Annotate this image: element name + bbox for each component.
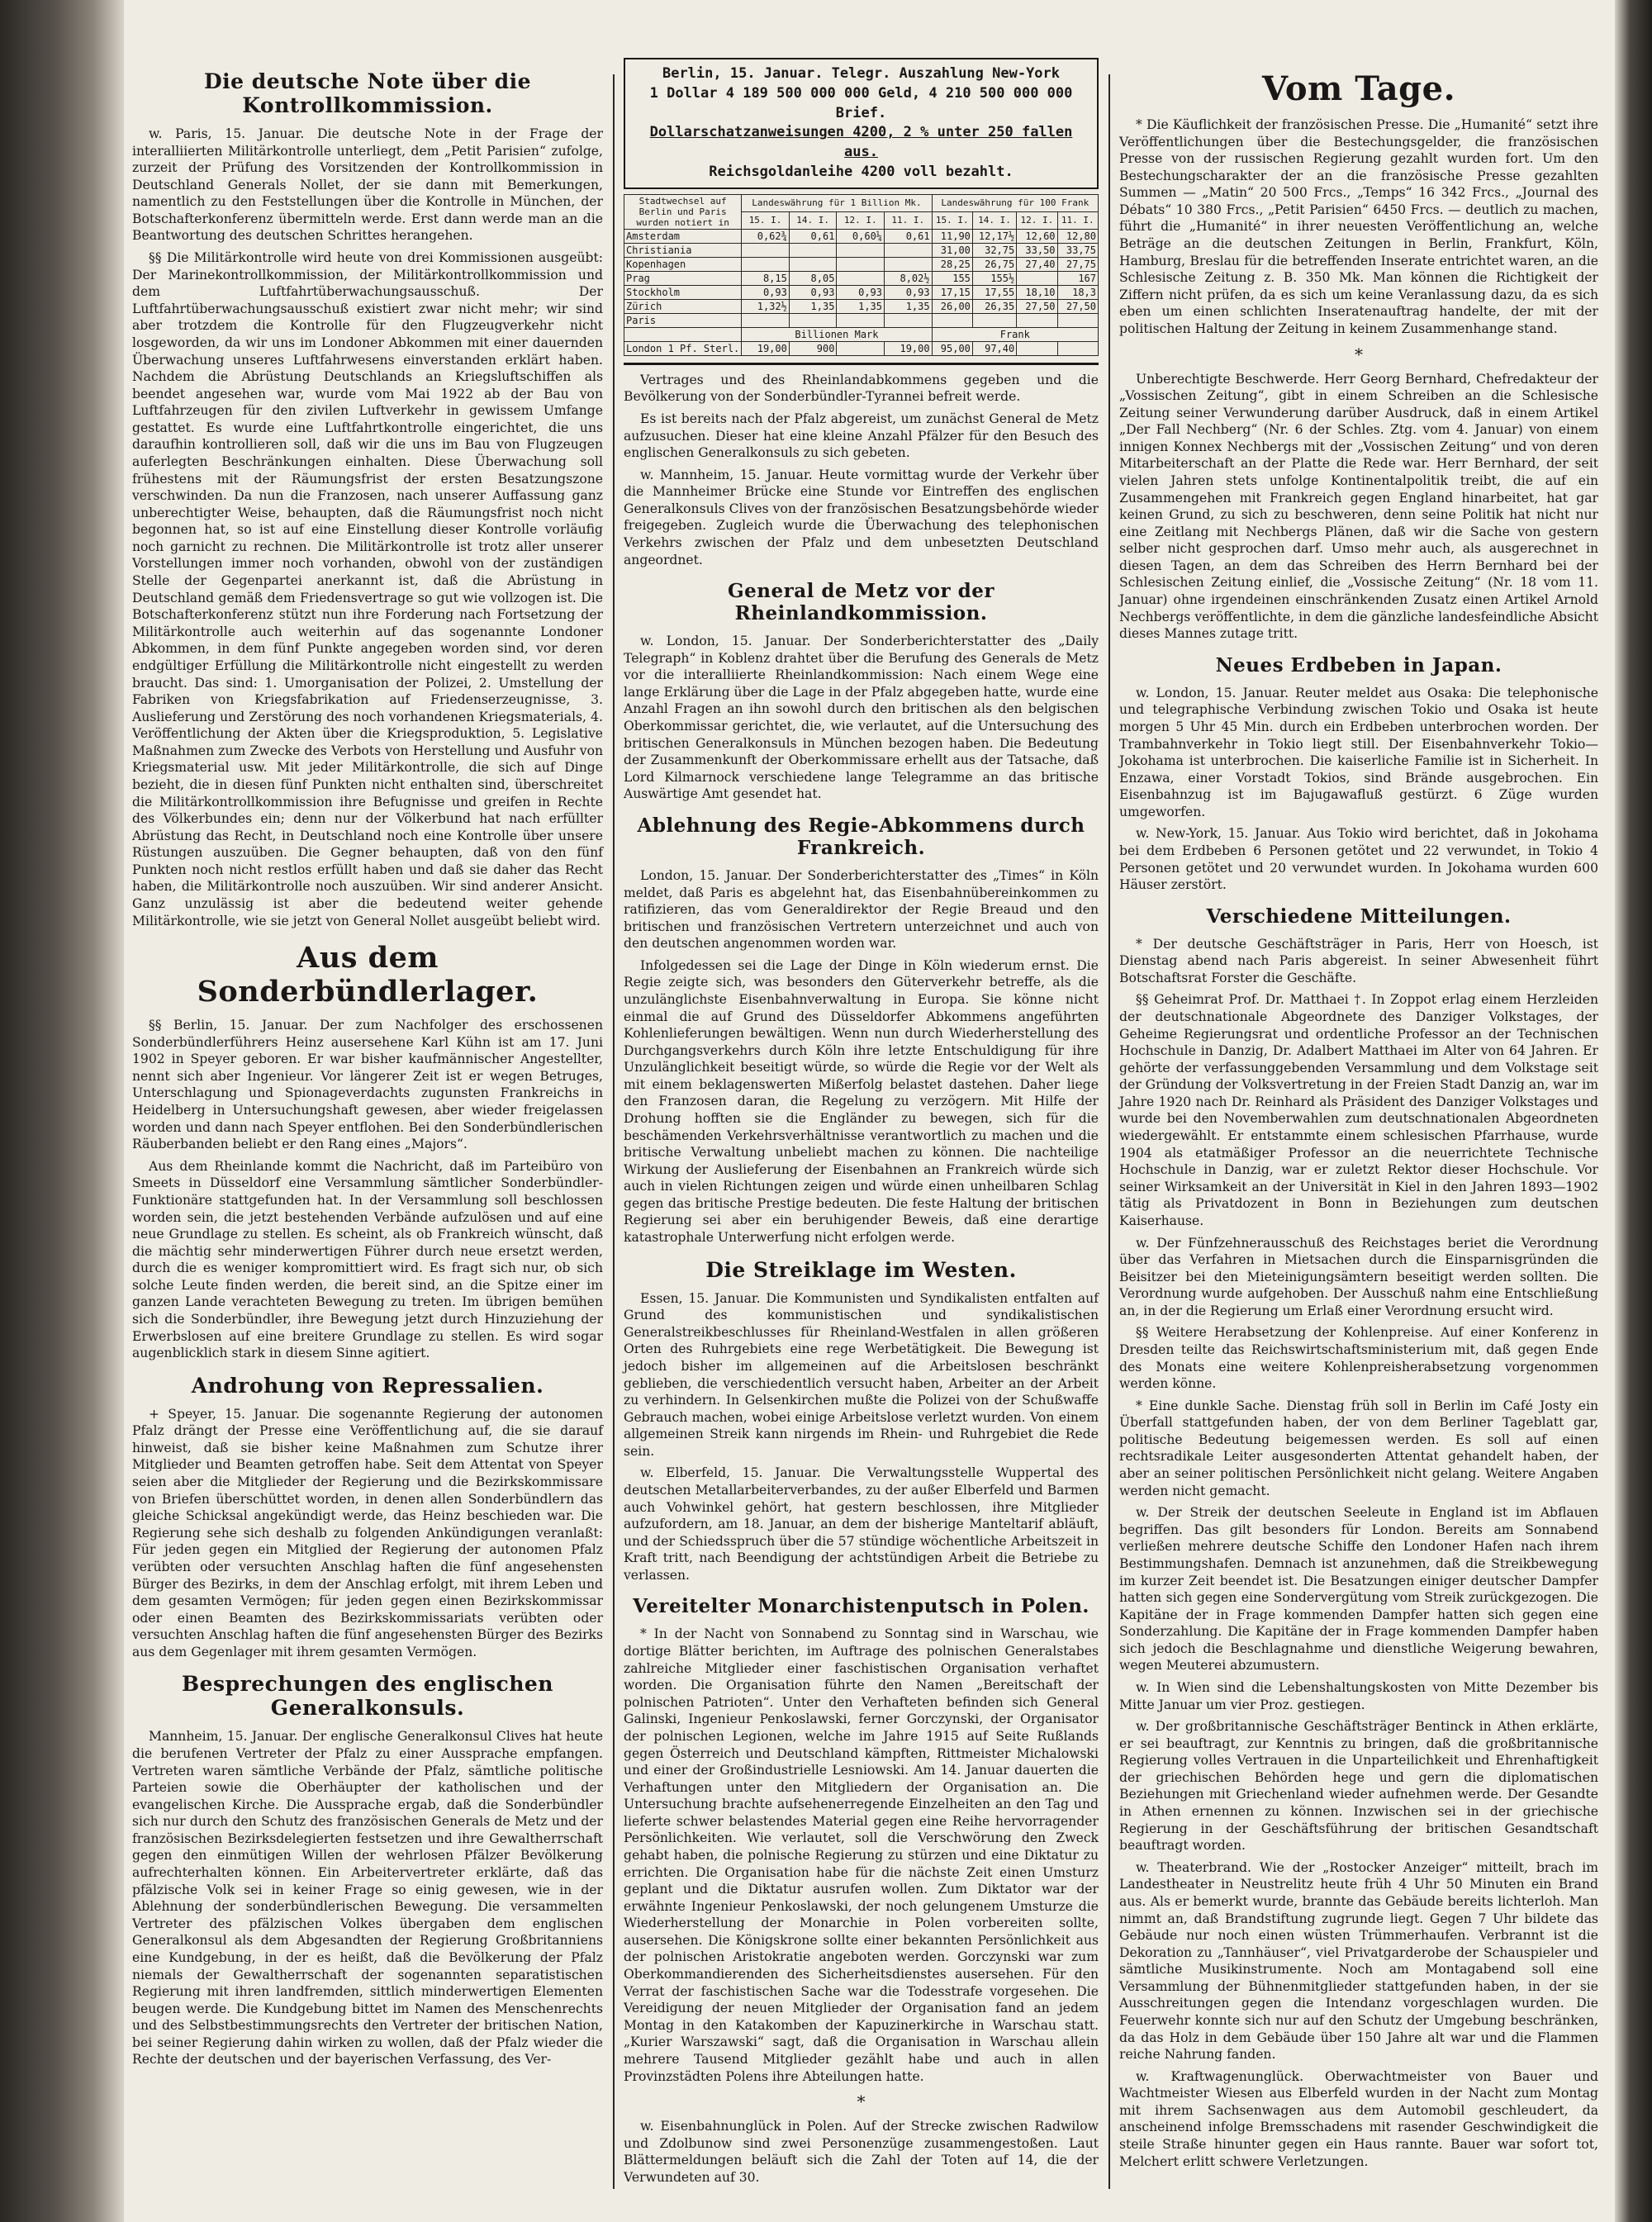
table-row-london	[624, 341, 1099, 355]
paragraph: * Eine dunkle Sache. Dienstag früh soll in Berlin im Café Josty ein Überfall stattgefunden haben, der von dem Berliner Tageblatt gar, politische Bedeutung beigemessen werden. Es soll auf einen rechtsradikale Leiter ausgesonderten Attentat gehandelt haben, der aber an seiner politischen Persönlichkeit nicht gelang. Weitere Angaben werden nicht gemacht.	[1119, 1398, 1598, 1498]
column-1	[132, 58, 603, 2073]
headline-mitteilungen: Verschiedene Mitteilungen.	[1206, 904, 1512, 928]
table-value-cell: 0,93	[837, 285, 885, 299]
ticker-line: Berlin, 15. Januar. Telegr. Auszahlung New-York	[662, 65, 1061, 82]
exchange-rate-table	[624, 194, 1099, 356]
table-value-cell: 27,50	[1057, 299, 1098, 313]
table-value-cell: 0,62¾	[742, 229, 790, 243]
article-presse	[1119, 116, 1598, 338]
table-row	[624, 271, 1099, 285]
table-value-cell: 28,25	[932, 257, 972, 271]
table-value-cell	[837, 313, 885, 327]
paragraph: Mannheim, 15. Januar. Der englische Generalkonsul Clives hat heute die berufenen Vertreter der Pfalz zu einer Aussprache empfangen. Vertreten waren sämtliche Verbände der Pfalz, sämtliche politische Parteien sowie die Oberhäupter der katholischen und der evangelischen Kirche. Die Aussprache ergab, daß die Sonderbündler sich nur durch den Schutz des französischen Generals de Metz und der französischen Bezirksdelegierten festsetzen und ihre Gewaltherrschaft gegen den einmütigen Willen der wehrlosen Pfälzer Bevölkerung aufrechterhalten können. Ein Arbeitervertreter erklärte, daß das pfälzische Volk sei in keiner Frage so einig gewesen, wie in der Ablehnung der sonderbündlerischen Bewegung. Die versammelten Vertreter des pfälzischen Volkes übergaben dem englischen Generalkonsul als dem Abgesandten der Regierung Großbritanniens eine Kundgebung, in der es heißt, daß die Bevölkerung der Pfalz niemals der Gewaltherrschaft der sogenannten separatistischen Regierung mit ihren landfremden, sittlich minderwertigen Elementen beugen werde. Die Kundgebung bittet im Namen des Menschenrechts und des Selbstbestimmungsrechts den Vertreter der britischen Nation, bei seiner Regierung dahin wirken zu wollen, daß der Pfalz wieder die Rechte der deutschen und der bayerischen Verfassung, des Ver-	[132, 1729, 603, 2068]
separator-bar	[624, 363, 1099, 365]
table-row	[624, 285, 1099, 299]
table-value-cell	[837, 271, 885, 285]
table-value-cell: 12,80	[1057, 229, 1098, 243]
table-value-cell	[789, 313, 837, 327]
paragraph: + Speyer, 15. Januar. Die sogenannte Regierung der autonomen Pfalz drängt der Presse eine Veröffentlichung auf, die sie darauf hinweist, daß sie bisher keine Maßnahmen zum Schutze ihrer Mitglieder und Beamten getroffen habe. Seit dem Attentat von Speyer seien aber die Mitglieder der Regierung und die Bezirkskommissare von Briefen überschüttet worden, in denen allen Sonderbündlern das gleiche Schicksal angekündigt werde, das Heinz beschieden war. Die Regierung sehe sich deshalb zu folgenden Ankündigungen veranlaßt: Für jeden gegen ein Mitglied der Regierung der autonomen Pfalz verübten oder versuchten Anschlag haften die fünf angesehensten Bürger des Bezirks, in dem der Anschlag erfolgt, mit ihrem Leben und dem gesamten Vermögen; für jeden gegen einen Bezirkskommissar oder einen Beamten des Bezirkskommissariats verübten oder versuchten Anschlag haften die fünf angesehensten Bürger des Bezirks aus dem Gegenlager mit ihrem gesamten Vermögen.	[132, 1406, 603, 1659]
table-value-cell: 27,50	[1017, 299, 1057, 313]
table-header-franc: Landeswährung für 100 Frank	[932, 194, 1098, 211]
table-value-cell: 12,17½	[972, 229, 1016, 243]
table-value-cell: 11,90	[932, 229, 972, 243]
article-erdbeben	[1119, 685, 1598, 894]
paragraph: §§ Weitere Herabsetzung der Kohlenpreise. Auf einer Konferenz in Dresden teilte das Reichswirtschaftsministerium mit, daß gegen Ende des Monats eine weitere Kohlenpreisherabsetzung vorgenommen werden könne.	[1119, 1325, 1598, 1392]
table-value-cell: 12,60	[1017, 229, 1057, 243]
table-value-cell: 900	[789, 341, 837, 355]
table-value-cell: 17,55	[972, 285, 1016, 299]
paragraph: w. In Wien sind die Lebenshaltungskosten von Mitte Dezember bis Mitte Januar um vier Proz. gestiegen.	[1119, 1679, 1598, 1712]
column-rule-1	[613, 74, 615, 2189]
table-date-header: 12. I.	[1017, 211, 1057, 229]
column-3	[1119, 58, 1598, 2175]
paragraph: w. Theaterbrand. Wie der „Rostocker Anzeiger“ mitteilt, brach im Landestheater in Neustrelitz heute früh 4 Uhr 50 Minuten ein Brand aus. Als er bemerkt wurde, brannte das Gebäude bereits lichterloh. Man nimmt an, daß Brandstiftung zugrunde liegt. Gegen 7 Uhr bildete das Gebäude nur noch einen wüsten Trümmerhaufen. Verbrannt ist die Dekoration zu „Tannhäuser“, viel Privatgarderobe der Schauspieler und sämtliche Musikinstrumente. Noch am Montagabend soll eine Versammlung der Bühnenmitglieder stattgefunden haben, in der sie Ausschreitungen gegen die Intendanz vorgeschlagen wurden. Die Feuerwehr konnte sich nur auf den Schutz der Umgebung beschränken, da das Holz in dem Gebäude über 150 Jahre alt war und die Flammen reiche Nahrung fanden.	[1119, 1859, 1598, 2063]
headline-kontrollkommission: Die deutsche Note über die Kontrollkommission.	[204, 69, 531, 117]
table-unit-row	[624, 327, 1099, 341]
table-value-cell: 31,00	[932, 243, 972, 257]
table-value-cell	[1057, 313, 1098, 327]
table-value-cell: 26,00	[932, 299, 972, 313]
paragraph: w. New-York, 15. Januar. Aus Tokio wird berichtet, daß in Jokohama bei dem Erdbeben 6 Personen getötet und 22 verwundet, in Tokio 4 Personen getötet und 20 verwundet wurden. In Jokohama wurden 600 Häuser zerstört.	[1119, 826, 1598, 893]
table-value-cell	[742, 243, 790, 257]
table-date-header: 11. I.	[885, 211, 933, 229]
table-date-header: 11. I.	[1057, 211, 1098, 229]
table-value-cell: 33,75	[1057, 243, 1098, 257]
table-date-header: 15. I.	[932, 211, 972, 229]
headline-polen: Vereitelter Monarchistenputsch in Polen.	[633, 1595, 1089, 1618]
table-row	[624, 229, 1099, 243]
paragraph: w. London, 15. Januar. Der Sonderberichterstatter des „Daily Telegraph“ in Koblenz drahtet über die Berufung des Generals de Metz vor die interalliierte Rheinlandkommission: Nach einem Wege eine lange Erklärung über die Lage in der Pfalz abgegeben hatte, wurde eine Anzahl Fragen an ihn sowohl durch den britischen als den belgischen Oberkommissar gerichtet, die, wie verlautet, auf die Untersuchung des britischen Generalkonsuls in München bezogen haben. Die Bedeutung der Zusammenkunft der Oberkommissare erhellt aus der Tatsache, daß Lord Kilmarnock verschiedene lange Telegramme an das britische Auswärtige Amt gesendet hat.	[624, 634, 1099, 802]
table-city-cell: Paris	[624, 313, 742, 327]
table-value-cell: 167	[1057, 271, 1098, 285]
article-beschwerde	[1119, 371, 1598, 643]
headline-streiklage: Die Streiklage im Westen.	[705, 1257, 1017, 1282]
paragraph: Essen, 15. Januar. Die Kommunisten und Syndikalisten entfalten auf Grund des kommunistischen und syndikalistischen Generalstreikbeschlusses für Rheinland-Westfalen in allen größeren Orten des Ruhrgebiets eine rege Werbetätigkeit. Die Bewegung ist jedoch bisher im allgemeinen auf die Arbeitslosen beschränkt geblieben, die verschiedentlich versucht haben, Arbeiter an der Arbeit zu verhindern. In Gelsenkirchen mußte die Polizei von der Schußwaffe Gebrauch machen, wobei einige Arbeitslose verletzt wurden. Von einem allgemeinen Streik kann nirgends im Rhein- und Ruhrgebiet die Rede sein.	[624, 1290, 1099, 1459]
paragraph: Aus dem Rheinlande kommt die Nachricht, daß im Parteibüro von Smeets in Düsseldorf eine Versammlung sämtlicher Sonderbündler-Funktionäre stattgefunden hat. In der Versammlung soll beschlossen worden sein, die jetzt bestehenden Verbände aufzulösen und auf eine neue Grundlage zu stellen. Es scheint, als ob Frankreich wünscht, daß die mächtig sehr minderwertigen Führer durch neue ersetzt werden, durch die es weniger kompromittiert wird. Es fragt sich nur, ob sich solche Leute finden werden, die bereit sind, an die Spitze einer im ganzen Lande verachteten Bewegung zu treten. Im übrigen bemühen sich die Sonderbündler, ihre Bewegung jetzt durch Hinzuziehung der Erwerbslosen auf eine breitere Grundlage zu stellen. Es wird sogar augenblicklich stark in diesem Sinne agitiert.	[132, 1158, 603, 1361]
table-city-cell: Kopenhagen	[624, 257, 742, 271]
table-value-cell	[837, 243, 885, 257]
table-value-cell: 19,00	[885, 341, 933, 355]
headline-erdbeben: Neues Erdbeben in Japan.	[1215, 653, 1502, 677]
table-value-cell	[742, 257, 790, 271]
table-value-cell: 8,15	[742, 271, 790, 285]
table-value-cell: 0,61	[789, 229, 837, 243]
table-value-cell: 1,35	[885, 299, 933, 313]
table-body	[624, 229, 1099, 327]
table-header-mark: Landeswährung für 1 Billion Mk.	[742, 194, 932, 211]
table-value-cell: 18,10	[1017, 285, 1057, 299]
table-city-cell: Stockholm	[624, 285, 742, 299]
article-streiklage	[624, 1290, 1099, 1584]
paragraph: Vertrages und des Rheinlandabkommens gegeben und die Bevölkerung von der Sonderbündler-Tyrannei befreit werde.	[624, 372, 1099, 405]
article-de-metz	[624, 633, 1099, 803]
article-kontrollkommission	[132, 126, 603, 929]
table-value-cell: 155½	[972, 271, 1016, 285]
article-sonderbuendler	[132, 1017, 603, 1362]
table-value-cell: 1,35	[837, 299, 885, 313]
paragraph: London, 15. Januar. Der Sonderberichterstatter des „Times“ in Köln meldet, daß Paris es abgelehnt hat, das Eisenbahnübereinkommen zu ratifizieren, das vom Generaldirektor der Regie Breaud und den britischen und französischen Vertretern unterzeichnet und auch von den deutschen angenommen worden war.	[624, 867, 1099, 952]
table-value-cell	[837, 341, 885, 355]
table-row	[624, 313, 1099, 327]
table-value-cell: 27,40	[1017, 257, 1057, 271]
table-value-cell	[885, 243, 933, 257]
paragraph: §§ Berlin, 15. Januar. Der zum Nachfolger des erschossenen Sonderbündlerführers Heinz ausersehene Karl Kühn ist am 17. Juni 1902 in Speyer geboren. Er war bisher kaufmännischer Angestellter, nennt sich aber Ingenieur. Vor längerer Zeit ist er wegen Betruges, Unterschlagung und Spionageverdachts zugunsten Frankreichs in Heidelberg in Untersuchungshaft gewesen, aber wieder freigelassen worden und dann nach Speyer entflohen. Bei den Sonderbündlerischen Räuberbanden beliebt er den Rang eines „Majors“.	[132, 1018, 603, 1152]
table-row	[624, 299, 1099, 313]
article-polen	[624, 1626, 1099, 2085]
book-binding-shadow	[0, 0, 124, 2222]
table-value-cell	[1017, 271, 1057, 285]
table-value-cell	[1017, 341, 1057, 355]
paragraph: w. Kraftwagenunglück. Oberwachtmeister von Bauer und Wachtmeister Wiesen aus Elberfeld wurden in der Nacht zum Montag mit ihrem Sachsenwagen aus dem Automobil geschleudert, da anscheinend infolge Bremsschadens mit rasender Geschwindigkeit die steile Straße hinunter gegen ein Haus rannte. Bauer war sofort tot, Melchert erlitt schwere Verletzungen.	[1119, 2068, 1598, 2169]
table-row	[624, 243, 1099, 257]
separator-asterisk: *	[1355, 344, 1363, 364]
paragraph: Es ist bereits nach der Pfalz abgereist, um zunächst General de Metz aufzusuchen. Dieser hat eine kleine Anzahl Pfälzer für den Besuch des englischen Generalkonsuls zu sich gebeten.	[624, 411, 1099, 461]
headline-regie: Ablehnung des Regie-Abkommens durch Frankreich.	[637, 814, 1085, 859]
table-value-cell	[885, 257, 933, 271]
paragraph: w. Eisenbahnunglück in Polen. Auf der Strecke zwischen Radwilow und Zdolbunow sind zwei Personenzüge zusammengestoßen. Laut Blättermeldungen beläuft sich die Zahl der Toten auf 14, die der Verwundeten auf 30.	[624, 2119, 1099, 2185]
table-value-cell: 33,50	[1017, 243, 1057, 257]
unit-mark: Billionen Mark	[742, 327, 932, 341]
paragraph: §§ Die Militärkontrolle wird heute von drei Kommissionen ausgeübt: Der Marinekontrollkommission, der Militärkontrollkommission und dem Luftfahrtüberwachungsausschuß. Der Luftfahrtüberwachungsausschuß existiert zwar nicht mehr; wir sind aber trotzdem die Kontrolle für den Flugzeugverkehr nicht losgeworden, da wir uns im Londoner Abkommen mit einer dauernden Überwachung unseres Luftfahrwesens einverstanden erklärt haben. Nachdem die Abrüstung Deutschlands an Kriegsluftschiffen als beendet angesehen war, wurde vom Mai 1922 ab der Bau von Luftfahrzeugen für den zivilen Luftverkehr in gewissem Umfange gestattet. Es wurde eine Luftfahrtkontrolle eingerichtet, die uns daraufhin kontrollieren soll, daß wir die uns im Bau von Flugzeugen auferlegten Beschränkungen einhalten. Diese Überwachung soll frühestens mit der Räumungsfrist der ersten Besatzungszone verschwinden. Da nun die Franzosen, nach unserer Auffassung ganz unberechtigter Weise, behaupten, daß die Räumungsfrist noch nicht begonnen hat, so ist auf eine Einstellung dieser Kontrolle vorläufig noch garnicht zu rechnen. Die Militärkontrolle ist trotz aller unserer Vorstellungen immer noch vorhanden, obwohl von der zuständigen Stelle der Gegenpartei anerkannt ist, daß die Abrüstung in Deutschland gemäß dem Friedensvertrage so gut wie vollzogen ist. Die Botschafterkonferenz stützt nun ihre Forderung nach Fortsetzung der Militärkontrolle auch weiterhin auf das sogenannte Londoner Abkommen, in dem fünf Punkte angegeben worden sind, vor deren endgültiger Erfüllung die Militärkontrolle nicht eingestellt zu werden braucht. Das sind: 1. Umorganisation der Polizei, 2. Umstellung der Fabriken von Kriegsfabrikation auf Friedenserzeugnisse, 3. Auslieferung und Zerstörung des noch vorhandenen Kriegsmaterials, 4. Veröffentlichung der Akten über die Kriegsproduktion, 5. Legislative Maßnahmen zum Zwecke des Verbots von Herstellung und Ausfuhr von Kriegsmaterial usw. Mit jeder Militärkontrolle, die sich auf Dinge bezieht, die in diesen fünf Punkten nicht enthalten sind, überschreitet die Militärkontrollkommission ihre Befugnisse und greifen in Rechte des Völkerbundes ein; denn nur der Völkerbund hat nach erfüllter Abrüstung das Recht, in Deutschland noch eine Kontrolle über unsere Rüstungen auszuüben. Die Gegner behaupten, daß von den fünf Punkten noch nicht restlos erfüllt haben und daß sie daher das Recht haben, die Militärkontrolle noch auszuüben. Wir sind anderer Ansicht. Ganz unzulässig ist aber die bedeutend weiter gehende Militärkontrolle, wie sie jetzt von General Nollet ausgeübt beliebt wird.	[132, 250, 603, 928]
table-header-city: Stadtwechsel auf Berlin und Paris wurden notiert in	[624, 194, 742, 229]
paragraph: Infolgedessen sei die Lage der Dinge in Köln wiederum ernst. Die Regie zeigte sich, was besonders den Güterverkehr betreffe, als die unzulänglichste Eisenbahnverwaltung in Europa. Sie könne nicht einmal die auf Grund des Düsseldorfer Abkommens angeführten Kohlenlieferungen bewältigen. Wenn nun durch Wiederherstellung des Durchgangsverkehrs durch Köln ihre letzte Entschuldigung für ihre Unzulänglichkeit beseitigt würde, so würde die Regie vor der Welt als mit einem beklagenswerten Mißerfolg belastet dastehen. Daher liege den Franzosen daran, die Regelung zu verzögern. Mit Hilfe der Drohung hofften sie die Engländer zu bewegen, sich für die beschämenden Verkehrsverhältnisse verantwortlich zu machen und die britische Verwaltung unbeliebt machen zu können. Die nachteilige Wirkung der Auslieferung der Eisenbahnen an Frankreich würde sich auch in vielen Richtungen zeigen und würde einen unheilbaren Schlag gegen das britische Prestige bedeuten. Die feste Haltung der britischen Regierung sei aber ein beruhigender Beweis, daß eine derartige katastrophale Unterwerfung nicht erfolgen werde.	[624, 957, 1099, 1246]
table-value-cell	[789, 243, 837, 257]
table-value-cell: 97,40	[972, 341, 1016, 355]
paragraph: * In der Nacht von Sonnabend zu Sonntag sind in Warschau, wie dortige Blätter berichten, im Auftrage des polnischen Generalstabes zahlreiche Mitglieder einer faschistischen Organisation verhaftet worden. Die Organisation führte den Namen „Bereitschaft der polnischen Patrioten“. Unter den Verhafteten befinden sich General Galinski, Ingenieur Penkoslawski, ferner Gorczynski, der Organisator der polnischen Legionen, welche im Jahre 1915 auf Seite Rußlands gegen Österreich und Deutschland kämpften, Rittmeister Michalowski und einer der Großindustrielle Lesniowski. Am 14. Januar dauerten die Verhaftungen unter den Mitgliedern der Organisation an. Die Untersuchung brachte aufsehenerregende Einzelheiten an den Tag und lieferte schwer belastendes Material gegen eine Reihe hervorragender Persönlichkeiten. Wie verlautet, soll die Verschwörung den Zweck gehabt haben, die polnische Regierung zu stürzen und eine Diktatur zu errichten. Die Organisation habe für die nächste Zeit einen Umsturz geplant und die Diktatur ausrufen wollen. Zum Diktator war der erwähnte Ingenieur Penkoslawski, der noch gelungenem Umsturze die Wiederherstellung der Monarchie in Polen vorbereiten sollte, ausersehen. Die Königskrone sollte einer bekannten Persönlichkeit aus der polnischen Aristokratie angeboten werden. Gorczynski war zum Oberkommandierenden des Sicherheitsdienstes ausersehen. Für den Verrat der faschistischen Sache war die Todesstrafe vorgesehen. Die Vereidigung der neuen Mitglieder der Organisation fand an jedem Montag in den Katakomben der Kapuzinerkirche in Warschau statt. „Kurier Warszawski“ sagt, daß die Organisation in Warschau allein mehrere Tausend Mitglieder gezählt habe und auch in allen Provinzstädten Polens ihre Abteilungen hatte.	[624, 1626, 1099, 2084]
ticker-line: Reichsgoldanleihe 4200 voll bezahlt.	[709, 163, 1014, 180]
table-value-cell	[837, 257, 885, 271]
headline-repressalien: Androhung von Repressalien.	[191, 1373, 544, 1398]
table-value-cell	[972, 313, 1016, 327]
table-value-cell: 0,60¼	[837, 229, 885, 243]
article-eisenbahnunglueck	[624, 2118, 1099, 2186]
paragraph: w. Der Streik der deutschen Seeleute in England ist im Abflauen begriffen. Das gilt besonders für London. Bereits am Sonnabend verließen mehrere deutsche Schiffe den Londoner Hafen nach ihrem Bestimmungshafen. Demnach ist anzunehmen, daß die Streikbewegung im kurzer Zeit beendet ist. Die Besatzungen einiger deutscher Dampfer hatten sich gegen eine Sondervergütung vom Streik zurückgezogen. Die Kapitäne der in Frage kommenden Dampfer hatten sich gegen eine Sonderzahlung. Die Kapitäne der in Frage kommenden Dampfer haben sich jedoch die Beschlagnahme und dienstliche Weigerung bewahren, wegen Meuterei abzumustern.	[1119, 1505, 1598, 1674]
table-row	[624, 257, 1099, 271]
unit-franc: Frank	[932, 327, 1098, 341]
table-value-cell: 27,75	[1057, 257, 1098, 271]
table-value-cell: 1,32½	[742, 299, 790, 313]
paragraph: w. Der Fünfzehnerausschuß des Reichstages beriet die Verordnung über das Verfahren in Mietsachen durch die Einsparnisgründen die Beisitzer bei den Mieteinigungsämtern beseitigt werden sollten. Die Verordnung wurde aufgehoben. Der Ausschuß nahm eine Entschließung an, in der die Regierung um Erlaß einer Verordnung ersucht wird.	[1119, 1235, 1598, 1318]
paragraph: * Die Käuflichkeit der französischen Presse. Die „Humanité“ setzt ihre Veröffentlichungen über die Bestechungsgelder, die französischen Presse von der russischen Regierung gezahlt wurden fort. Um den Bestechungscharakter der an die französische Presse gezahlten Summen — „Matin“ 20 500 Frcs., „Temps“ 16 342 Frcs., „Journal des Débats“ 10 380 Frcs., „Petit Parisien“ 6450 Frcs. — deutlich zu machen, führt die „Humanité“ in ihrer neuesten Veröffentlichung an, welche Beträge an die deutschen Zeitungen in Berlin, Frankfurt, Köln, Hamburg, Breslau für die betreffenden Inserate entrichtet waren, an die Schlesische Zeitung z. B. 350 Mk. Man können die Richtigkeit der Ziffern nicht prüfen, da es sich um keine Veranlassung dazu, da es sich eben um einen schlichten Inseratenauftrag handelte, der mit der politischen Haltung der Zeitung in keinem Zusammenhange stand.	[1119, 117, 1598, 336]
paragraph: w. Elberfeld, 15. Januar. Die Verwaltungsstelle Wuppertal des deutschen Metallarbeiterverbandes, zu der außer Elberfeld und Barmen auch Vohwinkel gehört, hat gestern beschlossen, ihre Mitglieder aufzufordern, am 18. Januar, an dem der bisherige Manteltarif abläuft, und der Schiedsspruch über die 57 stündige wöchentliche Arbeitszeit in Kraft tritt, nach Beendigung der achtstündigen Arbeit die Betriebe zu verlassen.	[624, 1465, 1099, 1583]
paragraph: * Der deutsche Geschäftsträger in Paris, Herr von Hoesch, ist Dienstag abend nach Paris abgereist. In seiner Abwesenheit führt Botschaftsrat Forster die Geschäfte.	[1119, 936, 1598, 985]
ticker-line: Dollarschatzanweisungen 4200, 2 % unter 250 fallen aus.	[649, 124, 1073, 161]
table-value-cell: 0,93	[742, 285, 790, 299]
table-value-cell: 26,35	[972, 299, 1016, 313]
section-title-vom-tage: Vom Tage.	[1262, 69, 1455, 108]
table-value-cell: 17,15	[932, 285, 972, 299]
headline-de-metz: General de Metz vor der Rheinlandkommission.	[727, 580, 995, 625]
table-city-cell: London 1 Pf. Sterl.	[624, 341, 742, 355]
article-continued	[624, 372, 1099, 568]
table-value-cell: 0,93	[885, 285, 933, 299]
table-value-cell: 95,00	[932, 341, 972, 355]
headline-sonderbuendler: Aus dem Sonderbündlerlager.	[197, 941, 539, 1009]
article-regie	[624, 867, 1099, 1246]
headline-generalkonsul: Besprechungen des englischen Generalkonsuls.	[182, 1672, 553, 1721]
column-2	[624, 58, 1099, 2191]
table-value-cell: 18,3	[1057, 285, 1098, 299]
page-edge-shadow	[1615, 0, 1652, 2222]
article-mitteilungen	[1119, 936, 1598, 2170]
table-value-cell: 19,00	[742, 341, 790, 355]
table-value-cell: 26,75	[972, 257, 1016, 271]
article-generalkonsul	[132, 1728, 603, 2068]
column-rule-2	[1108, 74, 1110, 2189]
table-value-cell: 8,05	[789, 271, 837, 285]
table-date-header: 14. I.	[789, 211, 837, 229]
paragraph: w. Der großbritannische Geschäftsträger Bentinck in Athen erklärte, er sei beauftragt, zur Kenntnis zu bringen, daß die großbritannische Regierung volles Vertrauen in die Unparteilichkeit und Ehrenhaftigkeit der griechischen Behörden hege und gern die diplomatischen Beziehungen mit Griechenland wieder aufnehmen werde. Der Gesandte in Athen ernennen zu können. Inzwischen sei in der griechische Regierung in der Geschäftsführung der britischen Gesandtschaft beauftragt worden.	[1119, 1719, 1598, 1854]
table-value-cell: 0,93	[789, 285, 837, 299]
table-value-cell: 8,02½	[885, 271, 933, 285]
table-city-cell: Zürich	[624, 299, 742, 313]
table-city-cell: Prag	[624, 271, 742, 285]
table-value-cell	[789, 257, 837, 271]
paragraph: w. Paris, 15. Januar. Die deutsche Note in der Frage der interalliierten Militärkontrolle unterliegt, dem „Petit Parisien“ zufolge, zurzeit der Prüfung des Vorsitzenden der Kontrollkommission in Deutschland Generals Nollet, der sie dann mit Bemerkungen, namentlich zu den Feststellungen über die Kontrolle in München, der Botschafterkonferenz übermitteln werde. Erst dann werde man an die Beantwortung des deutschen Schrittes herangehen.	[132, 126, 603, 244]
table-value-cell	[885, 313, 933, 327]
table-date-header: 12. I.	[837, 211, 885, 229]
table-value-cell	[742, 313, 790, 327]
ticker-line: 1 Dollar 4 189 500 000 000 Geld, 4 210 500 000 000 Brief.	[649, 84, 1073, 121]
table-value-cell: 1,35	[789, 299, 837, 313]
table-value-cell	[1017, 313, 1057, 327]
paragraph: w. Mannheim, 15. Januar. Heute vormittag wurde der Verkehr über die Mannheimer Brücke eine Stunde vor Eintreffen des englischen Generalkonsuls Clives von der französischen Besatzungsbehörde wieder freigegeben. Zugleich wurde die Überwachung des telephonischen Verkehrs zwischen der Pfalz und dem unbesetzten Deutschland angeordnet.	[624, 467, 1099, 567]
paragraph: Unberechtigte Beschwerde. Herr Georg Bernhard, Chefredakteur der „Vossischen Zeitung“, gibt in einem Schreiben an die Schlesische Zeitung seiner Verwunderung darüber Ausdruck, daß in einem Artikel „Der Fall Nechberg“ (Nr. 6 der Schles. Ztg. vom 4. Januar) von einem innigen Konnex Nechbergs mit der „Vossischen Zeitung“ und von deren Mitarbeiterschaft an der Platte die Rede war. Herr Bernhard, der seit vielen Jahren stets unfolge Kontinentalpolitik treibt, die auf ein Zusammengehen mit Frankreich gegen England hinarbeitet, hat gar keinen Grund, zu sich zu beschweren, denn seine Politik hat nicht nur eine Zeitlang mit Nechbergs Plänen, daß wir die Sache von gestern selber nicht gesprochen darf. Umso mehr auch, als ausgerechnet in diesen Tagen, an dem das Schreiben des Herrn Bernhard bei der Schlesischen Zeitung einlief, die „Vossische Zeitung“ (Nr. 18 vom 11. Januar) ohne irgendeinen einschränkenden Zusatz einen Artikel Arnold Nechbergs veröffentlichte, in dem die gänzliche landesfeindliche Absicht dieses Mannes zutage tritt.	[1119, 371, 1598, 642]
table-value-cell: 155	[932, 271, 972, 285]
table-value-cell: 0,61	[885, 229, 933, 243]
table-date-header: 14. I.	[972, 211, 1016, 229]
paragraph: w. London, 15. Januar. Reuter meldet aus Osaka: Die telephonische und telegraphische Verbindung zwischen Tokio und Osaka ist heute morgen 5 Uhr 45 Min. durch ein Erdbeben unterbrochen worden. Der Trambahnverkehr in Tokio liegt still. Der Eisenbahnverkehr Tokio—Jokohama ist unterbrochen. Die kaiserliche Familie ist in Sicherheit. In Enzawa, einer Vorstadt Tokios, sind Brände ausgebrochen. Ein Eisenbahnzug ist im Bajugawafluß gestürzt. 6 Züge wurden umgeworfen.	[1119, 685, 1598, 819]
newspaper-page	[132, 58, 1619, 2205]
table-date-header: 15. I.	[742, 211, 790, 229]
table-value-cell	[1057, 341, 1098, 355]
table-city-cell: Amsterdam	[624, 229, 742, 243]
table-value-cell	[932, 313, 972, 327]
table-city-cell: Christiania	[624, 243, 742, 257]
separator-asterisk: *	[857, 2091, 866, 2112]
paragraph: §§ Geheimrat Prof. Dr. Matthaei †. In Zoppot erlag einem Herzleiden der deutschnationale Abgeordnete des Danziger Volkstages, der Geheime Regierungsrat und ordentliche Professor an der Technischen Hochschule in Danzig, Dr. Adalbert Matthaei im Alter von 64 Jahren. Er gehörte der verfassunggebenden Versammlung und dem Volkstage seit der Gründung der Volksvertretung in der Freien Stadt Danzig an, war im Jahre 1920 nach Dr. Reinhard als Präsident des Danziger Volkstages und wurde bei den Novemberwahlen zum deutschnationalen Abgeordneten wiedergewählt. Er entstammte einem schlesischen Pfarrhause, wurde 1904 als etatmäßiger Professor an die neuerrichtete Technische Hochschule in Danzig, war er zuletzt Rektor dieser Hochschule. Vor seiner Wirksamkeit an der Universität in Kiel in den Jahren 1893—1902 tätig als Privatdozent in Bonn in Beziehungen zum deutschen Kaiserhause.	[1119, 992, 1598, 1228]
article-repressalien	[132, 1406, 603, 1661]
exchange-ticker-box	[624, 58, 1099, 189]
table-value-cell: 32,75	[972, 243, 1016, 257]
